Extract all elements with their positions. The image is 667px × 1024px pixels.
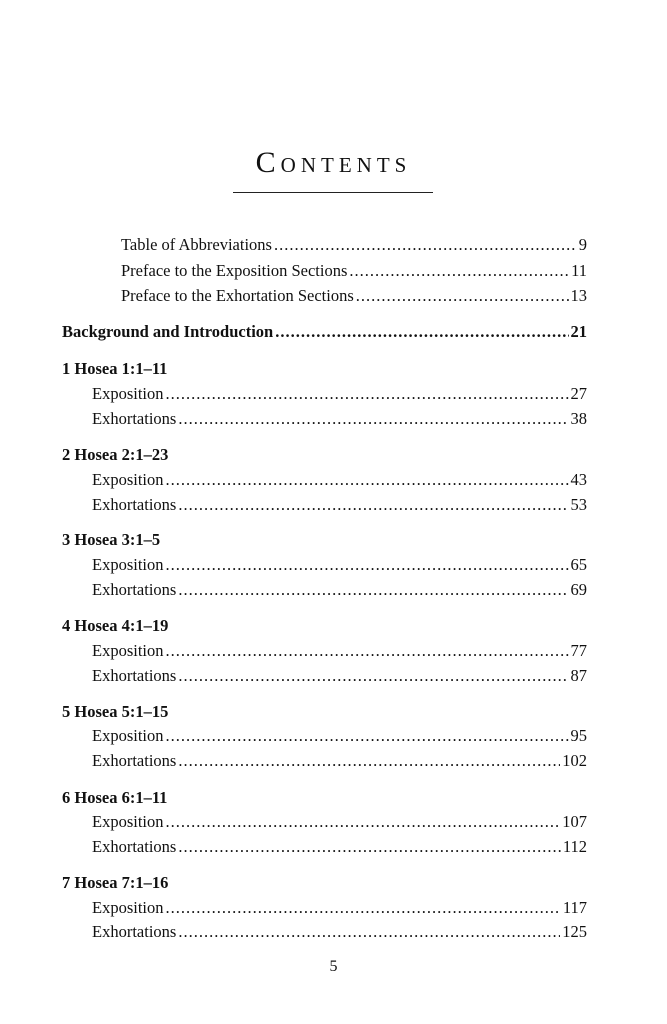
- leader-dots: [166, 555, 569, 575]
- toc-entry-page: 87: [570, 666, 587, 685]
- toc-entry-page: 27: [570, 384, 587, 403]
- toc-entry-exposition[interactable]: [92, 726, 587, 746]
- toc-entry-label: Exhortations: [92, 580, 177, 599]
- toc-entry-label: Exhortations: [92, 495, 177, 514]
- leader-dots: [274, 235, 577, 255]
- toc-entry-page: 21: [570, 322, 587, 341]
- leader-dots: [178, 580, 568, 600]
- toc-entry-label: Exhortations: [92, 751, 177, 770]
- chapter-heading[interactable]: 1 Hosea 1:1–11: [62, 359, 168, 378]
- toc-entry-page: 69: [570, 580, 587, 599]
- toc-entry-page: 107: [562, 812, 587, 831]
- toc-entry-page: 95: [570, 726, 587, 745]
- toc-entry-exhortations[interactable]: [92, 922, 587, 942]
- toc-entry-label: Exposition: [92, 555, 164, 574]
- toc-entry-exposition[interactable]: [92, 812, 587, 832]
- toc-entry-page: 77: [570, 641, 587, 660]
- leader-dots: [166, 384, 569, 404]
- toc-entry-page: 53: [570, 495, 587, 514]
- page-title: Contents: [255, 146, 412, 179]
- toc-entry-label: Exhortations: [92, 922, 177, 941]
- chapter-heading[interactable]: 2 Hosea 2:1–23: [62, 445, 169, 464]
- toc-entry-page: 38: [570, 409, 587, 428]
- toc-entry-label: Exhortations: [92, 409, 177, 428]
- toc-entry-page: 43: [570, 470, 587, 489]
- toc-entry-exposition[interactable]: [92, 470, 587, 490]
- toc-entry-exposition[interactable]: [92, 384, 587, 404]
- leader-dots: [166, 726, 569, 746]
- toc-entry-preface-exhortation[interactable]: [121, 286, 587, 306]
- title-underline: [233, 192, 433, 193]
- toc-entry-page: 9: [578, 235, 587, 254]
- toc-entry-page: 125: [562, 922, 587, 941]
- chapter-heading[interactable]: 7 Hosea 7:1–16: [62, 873, 169, 892]
- toc-entry-page: 11: [571, 261, 587, 280]
- leader-dots: [356, 286, 569, 306]
- toc-entry-exposition[interactable]: [92, 641, 587, 661]
- toc-entry-exhortations[interactable]: [92, 409, 587, 429]
- page-number: 5: [329, 958, 338, 975]
- toc-entry-exhortations[interactable]: [92, 666, 587, 686]
- leader-dots: [178, 666, 568, 686]
- chapter-heading[interactable]: 3 Hosea 3:1–5: [62, 530, 161, 549]
- toc-entry-page: 13: [570, 286, 587, 305]
- toc-entry-abbreviations[interactable]: [121, 235, 587, 255]
- leader-dots: [349, 261, 569, 281]
- leader-dots: [166, 812, 561, 832]
- toc-entry-exhortations[interactable]: [92, 837, 587, 857]
- leader-dots: [275, 322, 568, 342]
- leader-dots: [166, 470, 569, 490]
- toc-entry-label: Exposition: [92, 470, 164, 489]
- toc-entry-page: 112: [562, 837, 587, 856]
- toc-entry-label: Exhortations: [92, 666, 177, 685]
- toc-entry-exposition[interactable]: [92, 555, 587, 575]
- toc-entry-page: 102: [562, 751, 587, 770]
- leader-dots: [178, 409, 568, 429]
- chapter-heading[interactable]: 4 Hosea 4:1–19: [62, 616, 169, 635]
- toc-entry-background[interactable]: [62, 322, 587, 342]
- toc-entry-page: 117: [562, 898, 587, 917]
- leader-dots: [166, 898, 561, 918]
- leader-dots: [178, 922, 560, 942]
- toc-entry-label: Preface to the Exhortation Sections: [121, 286, 354, 305]
- chapter-heading[interactable]: 5 Hosea 5:1–15: [62, 702, 169, 721]
- toc-entry-page: 65: [570, 555, 587, 574]
- toc-entry-exposition[interactable]: [92, 898, 587, 918]
- toc-entry-preface-exposition[interactable]: [121, 261, 587, 281]
- toc-entry-label: Exposition: [92, 812, 164, 831]
- leader-dots: [178, 495, 568, 515]
- leader-dots: [178, 837, 561, 857]
- toc-entry-label: Background and Introduction: [62, 322, 274, 341]
- chapter-heading[interactable]: 6 Hosea 6:1–11: [62, 788, 168, 807]
- toc-entry-label: Exposition: [92, 641, 164, 660]
- toc-entry-label: Exposition: [92, 384, 164, 403]
- toc-entry-label: Table of Abbreviations: [121, 235, 272, 254]
- toc-entry-label: Preface to the Exposition Sections: [121, 261, 348, 280]
- toc-entry-exhortations[interactable]: [92, 495, 587, 515]
- leader-dots: [178, 751, 560, 771]
- leader-dots: [166, 641, 569, 661]
- toc-entry-label: Exposition: [92, 726, 164, 745]
- toc-entry-exhortations[interactable]: [92, 580, 587, 600]
- toc-entry-label: Exposition: [92, 898, 164, 917]
- toc-entry-exhortations[interactable]: [92, 751, 587, 771]
- toc-entry-label: Exhortations: [92, 837, 177, 856]
